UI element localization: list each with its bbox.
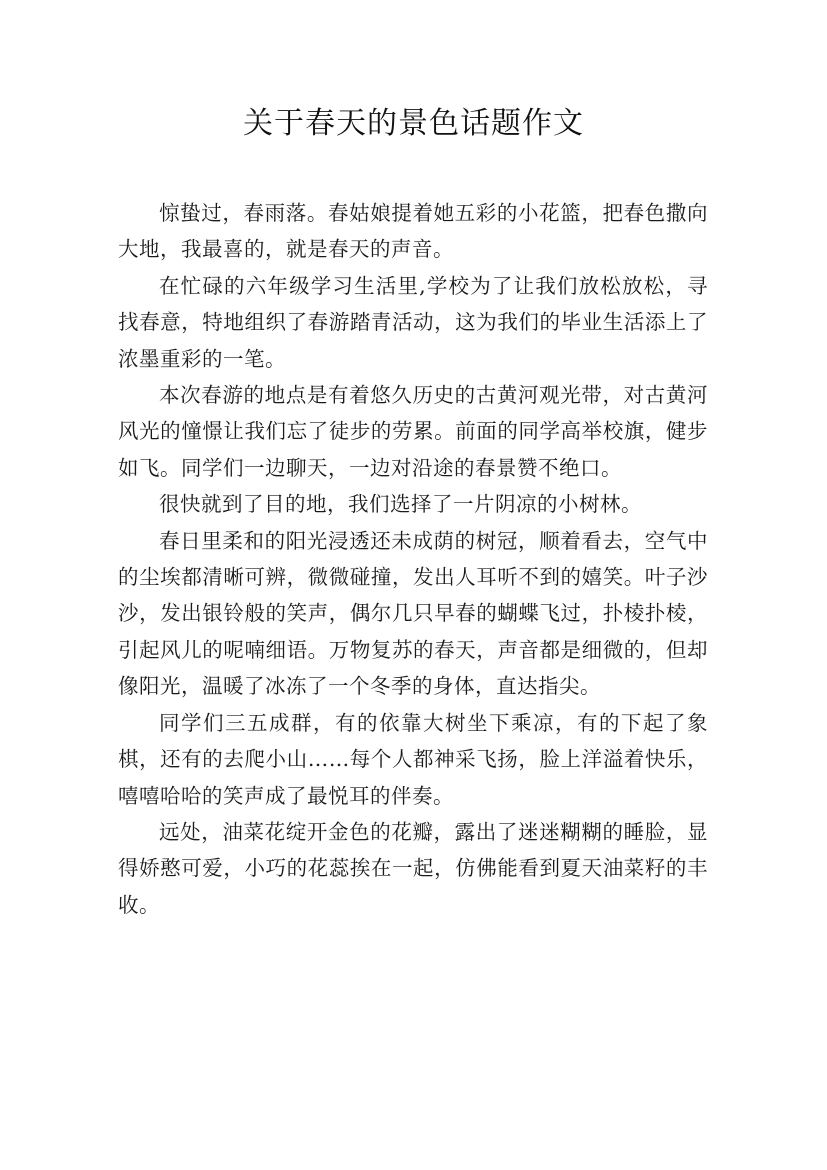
paragraph-5: 春日里柔和的阳光浸透还未成荫的树冠，顺着看去，空气中的尘埃都清晰可辨，微微碰撞，发出人耳听不到的嬉笑。叶子沙沙，发出银铃般的笑声，偶尔几只早春的蝴蝶飞过，扑棱扑棱，引起风儿的呢喃细语。万物复苏的春天，声音都是细微的，但却像阳光，温暖了冰冻了一个冬季的身体，直达指尖。 (118, 528, 708, 699)
document-body (118, 195, 708, 923)
paragraph-6: 同学们三五成群，有的依靠大树坐下乘凉，有的下起了象棋，还有的去爬小山……每个人都神采飞扬，脸上洋溢着快乐，嘻嘻哈哈的笑声成了最悦耳的伴奏。 (118, 710, 708, 808)
paragraph-3: 本次春游的地点是有着悠久历史的古黄河观光带，对古黄河风光的憧憬让我们忘了徒步的劳累。前面的同学高举校旗，健步如飞。同学们一边聊天，一边对沿途的春景赞不绝口。 (118, 383, 708, 480)
document-title: 关于春天的景色话题作文 (243, 106, 584, 141)
paragraph-7: 远处，油菜花绽开金色的花瓣，露出了迷迷糊糊的睡脸，显得娇憨可爱，小巧的花蕊挨在一起，仿佛能看到夏天油菜籽的丰收。 (118, 819, 708, 917)
paragraph-1: 惊蛰过，春雨落。春姑娘提着她五彩的小花篮，把春色撒向大地，我最喜的，就是春天的声音。 (118, 201, 708, 262)
paragraph-4: 很快就到了目的地，我们选择了一片阴凉的小树林。 (159, 492, 642, 517)
paragraph-2: 在忙碌的六年级学习生活里,学校为了让我们放松放松，寻找春意，特地组织了春游踏青活动，这为我们的毕业生活添上了浓墨重彩的一笔。 (118, 273, 708, 371)
